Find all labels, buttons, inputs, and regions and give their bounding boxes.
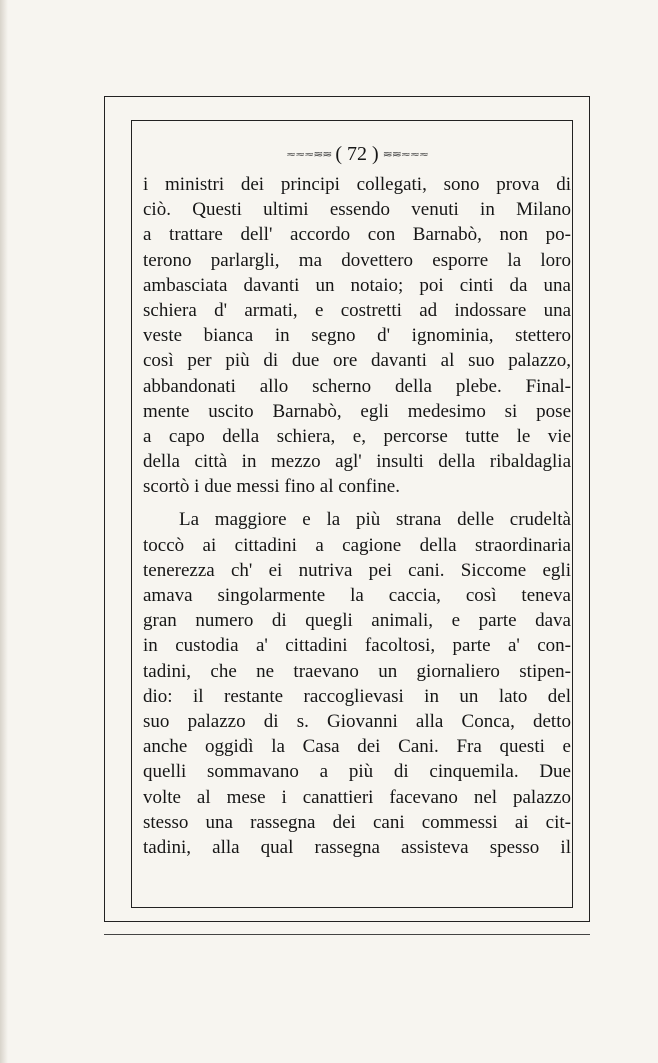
text-line: terono parlargli, ma dovettero esporre la loro [143, 249, 571, 271]
text-line: La maggiore e la più strana delle crudeltà [179, 509, 571, 531]
text-line: mente uscito Barnabò, egli medesimo si pose [143, 400, 571, 422]
paragraph-1 [143, 172, 571, 499]
text-line: amava singolarmente la caccia, così teneva [143, 585, 571, 606]
text-line: dio: il restante raccoglievasi in un lato del [143, 685, 571, 707]
text-line: ambasciata davanti un notaio; poi cinti da una [143, 274, 571, 296]
right-ornament-icon: ≋≋≈≈≈ [382, 149, 428, 159]
text-line: della città in mezzo agl' insulti della ribaldaglia [143, 451, 571, 473]
text-line: abbandonati allo scherno della plebe. Final- [143, 375, 571, 397]
bottom-rule [104, 934, 590, 935]
text-line: toccò ai cittadini a cagione della straordinaria [143, 534, 571, 556]
text-line: scortò i due messi fino al confine. [143, 476, 400, 498]
page-edge-shadow [0, 0, 8, 1063]
text-line: volte al mese i canattieri facevano nel palazzo [143, 786, 571, 808]
page-number: ( 72 ) [335, 142, 379, 165]
text-line: così per più di due ore davanti al suo palazzo, [143, 350, 571, 372]
left-ornament-icon: ≈≈≈≋≋ [286, 149, 332, 159]
text-line: a capo della schiera, e, percorse tutte le vie [143, 425, 571, 447]
text-line: i ministri dei principi collegati, sono prova di [143, 174, 571, 195]
text-line: tadini, alla qual rassegna assisteva spesso il [143, 836, 571, 858]
text-line: veste bianca in segno d' ignominia, stettero [143, 325, 571, 347]
text-line: ciò. Questi ultimi essendo venuti in Milano [143, 199, 571, 221]
text-line: suo palazzo di s. Giovanni alla Conca, detto [143, 710, 571, 732]
text-line: anche oggidì la Casa dei Cani. Fra questi e [143, 736, 571, 758]
text-line: gran numero di quegli animali, e parte dava [143, 610, 571, 632]
paragraph-2 [143, 507, 571, 860]
text-line: tadini, che ne traevano un giornaliero stipen- [143, 660, 571, 682]
text-line: stesso una rassegna dei cani commessi ai cit- [143, 811, 571, 833]
text-line: quelli sommavano a più di cinquemila. Due [143, 761, 571, 783]
text-line: schiera d' armati, e costretti ad indossare una [143, 299, 571, 321]
page-header [143, 140, 571, 168]
page-content [143, 140, 571, 860]
text-line: a trattare dell' accordo con Barnabò, non po- [143, 224, 571, 246]
text-line: tenerezza ch' ei nutriva pei cani. Siccome egli [143, 559, 571, 581]
text-line: in custodia a' cittadini facoltosi, parte a' con- [143, 635, 571, 657]
paragraph-gap [143, 499, 571, 507]
